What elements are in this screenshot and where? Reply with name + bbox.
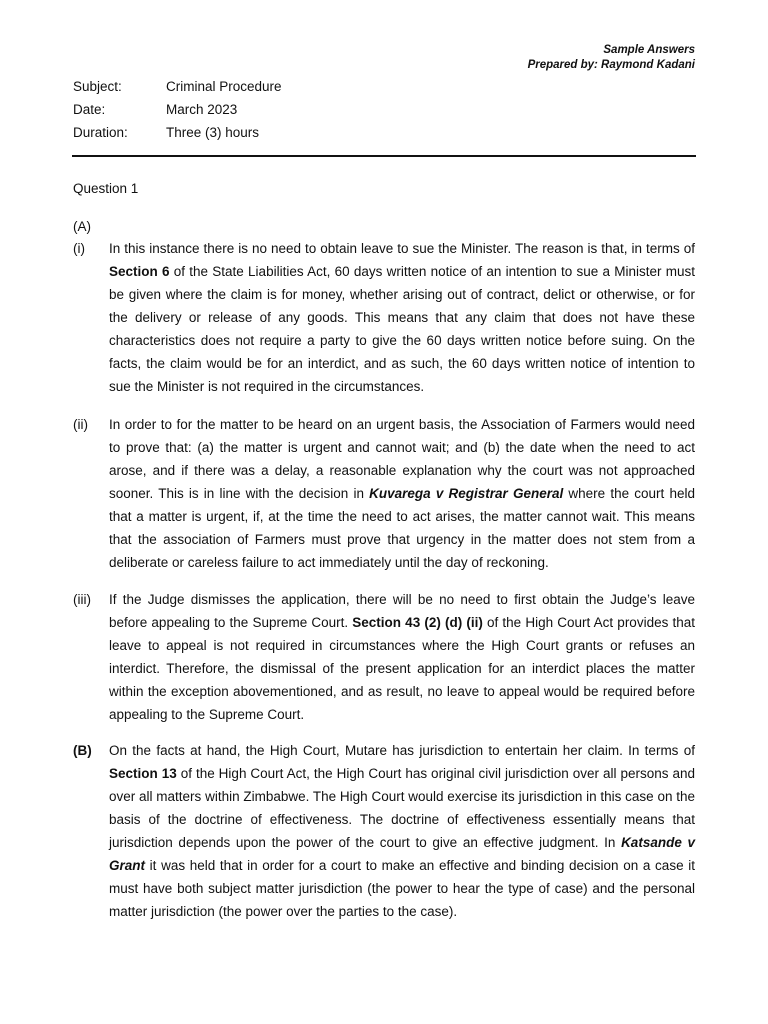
meta-label: Date: (73, 102, 106, 117)
part-a-label: (A) (73, 219, 91, 234)
answer-paragraph-b (73, 739, 695, 923)
paragraph-number: (iii) (73, 592, 91, 607)
paragraph-text: In this instance there is no need to obtain leave to sue the Minister. The reason is that, in terms of Section 6 of the State Liabilities Act, 60 days written notice of an intention to sue a Minister must be given where the claim is for money, whether arising out of contract, delict or otherwise, or for the delivery or release of any goods. This means that any claim that does not have these characteristics does not require a party to give the 60 days written notice before suing. On the facts, the claim would be for an interdict, and as such, the 60 days written notice of intention to sue the Minister is not required in the circumstances. (109, 241, 695, 394)
meta-row-subject (73, 79, 282, 102)
case-reference: Kuvarega v Registrar General (369, 486, 564, 501)
divider-rule (72, 155, 696, 157)
meta-value: Three (3) hours (166, 125, 260, 140)
answer-paragraph-iii (73, 588, 695, 726)
meta-label: Duration: (73, 125, 128, 140)
paragraph-text: On the facts at hand, the High Court, Mutare has jurisdiction to entertain her claim. In terms of Section 13 of the High Court Act, the High Court has original civil jurisdiction over all persons and over all matters within Zimbabwe. The High Court would exercise its jurisdiction in this case on the basis of the doctrine of effectiveness. The doctrine of effectiveness essentially means that jurisdiction depends upon the power of the court to give an effective judgment. In Katsande v Grant it was held that in order for a court to make an effective and binding decision on a case it must have both subject matter jurisdiction (the power to hear the type of case) and the personal matter jurisdiction (the power over the parties to the case). (109, 743, 696, 919)
header-author: Prepared by: Raymond Kadani (527, 58, 695, 71)
header-block (528, 43, 695, 72)
meta-row-duration (73, 125, 282, 148)
statute-reference: Section 43 (2) (d) (ii) (352, 615, 483, 630)
case-reference: Katsande v Grant (109, 835, 696, 873)
answer-paragraph-ii (73, 413, 695, 574)
paragraph-text: In order to for the matter to be heard on an urgent basis, the Association of Farmers would need to prove that: (a) the matter is urgent and cannot wait; and (b) the date when the need to act arose, and if there was a delay, a reasonable explanation why the court was not approached sooner. This is in line with the decision in Kuvarega v Registrar General where the court held that a matter is urgent, if, at the time the need to act arises, the matter cannot wait. This means that the association of Farmers must prove that urgency in the matter does not stem from a deliberate or careless failure to act immediately until the day of reckoning. (109, 417, 695, 570)
header-title: Sample Answers (603, 44, 695, 56)
question-title: Question 1 (73, 181, 139, 196)
statute-reference: Section 6 (109, 264, 170, 279)
paragraph-text: If the Judge dismisses the application, there will be no need to first obtain the Judge’s leave before appealing to the Supreme Court. Section 43 (2) (d) (ii) of the High Court Act provides that leave to appeal is not required in circumstances where the High Court grants or refuses an interdict. Therefore, the dismissal of the present application for an interdict places the matter within the exception abovementioned, and as result, no leave to appeal would be required before appealing to the Supreme Court. (109, 592, 695, 722)
meta-label: Subject: (73, 79, 122, 94)
answer-paragraph-i (73, 237, 695, 398)
paragraph-number: (ii) (73, 417, 88, 432)
exam-meta (73, 79, 282, 148)
meta-value: Criminal Procedure (166, 79, 282, 94)
paragraph-number: (i) (73, 241, 85, 256)
statute-reference: Section 13 (109, 766, 177, 781)
meta-row-date (73, 102, 282, 125)
meta-value: March 2023 (166, 102, 238, 117)
part-b-label: (B) (73, 743, 92, 758)
